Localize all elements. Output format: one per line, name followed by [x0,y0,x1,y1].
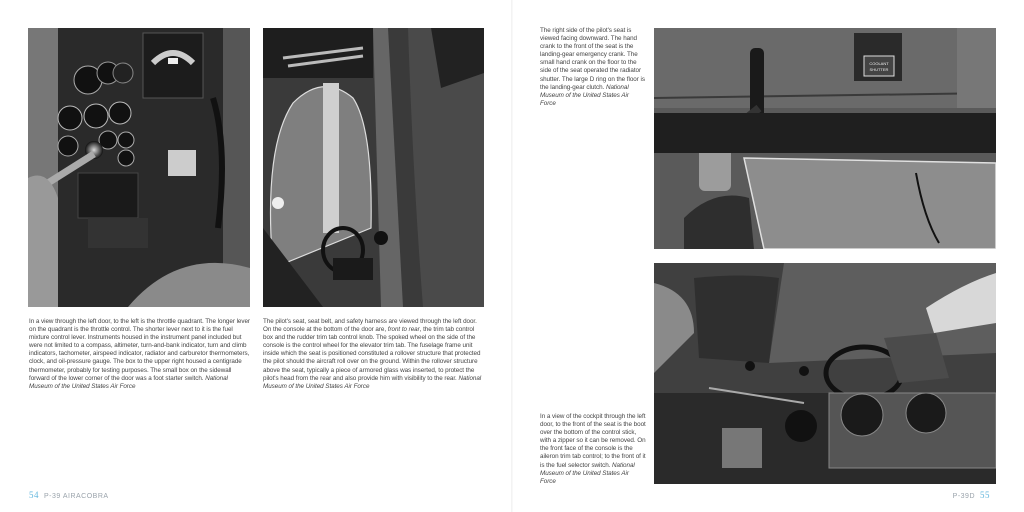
caption-text: In a view of the cockpit through the left door, to the front of the seat is the boot over the bottom of the control stick, with a zipper so it can be removed. On the front face of the console is the aileron trim tab control; to the front of it is the fuel selector switch. [540,413,646,469]
pilot-seat-photo [263,28,484,307]
photo-credit: National Museum of the United States Air Force [263,374,482,390]
page-number-left: 54 [29,490,39,500]
caption-text: , the trim tab control box and the rudder trim tab control knob. The spoked wheel on the side of the console is the control wheel for the elevator trim tab. The fuselage frame unit inside which the seat is positioned constituted a rollover structure that protected the pilot should the aircraft roll over on the ground. Within the rollover structure above the seat, typically a piece of armored glass was inserted, to protect the pilot's head from the rear and also provide him with visibility to the rear. [263,326,481,382]
spread-gutter [511,0,513,512]
photo-credit: National Museum of the United States Air Force [540,461,635,485]
left-folio [24,490,109,500]
cockpit-console-caption [540,413,646,486]
caption-text: The pilot's seat, seat belt, and safety harness are viewed through the left door. On the console at the bottom of the door are, [263,318,477,334]
page-number-right: 55 [980,490,990,500]
cockpit-console-photo [654,263,996,484]
instrument-panel-caption [29,318,251,391]
svg-text:SHUTTER: SHUTTER [869,67,889,72]
right-folio [953,490,995,500]
caption-text: In a view through the left door, to the left is the throttle quadrant. The longer lever on the quadrant is the throttle control. The shorter lever next to it is the fuel mixture control lever. Instruments housed in the instrument panel included but were not limited to a compass, altimeter, turn-and-bank indicator, turn and climb indicators, tachometer, airspeed indicator, radiator and carburetor thermometers, clock, and oil-pressure gauge. The box to the upper right housed a centigrade thermometer, probably for testing purposes. The small box on the sidewall forward of the lower corner of the door was a foot starter switch. [29,318,250,382]
pilot-seat-caption [263,318,485,391]
caption-text: The right side of the pilot's seat is viewed facing downward. The hand crank to the front of the seat is the landing-gear emergency crank. The small hand crank on the floor to the side of the seat operated the radiator shutter. The large D ring on the floor is the landing-gear clutch. [540,27,645,91]
running-title-right: P-39D [952,493,975,500]
seat-right-side-photo [654,28,996,249]
svg-text:COOLANT: COOLANT [869,61,889,66]
caption-emphasis: front to rear [387,326,420,334]
instrument-panel-photo [28,28,250,307]
seat-right-side-caption [540,27,646,108]
photo-credit: National Museum of the United States Air Force [540,83,629,107]
running-title-left: P-39 AIRACOBRA [44,493,109,500]
photo-credit: National Museum of the United States Air Force [29,374,228,390]
